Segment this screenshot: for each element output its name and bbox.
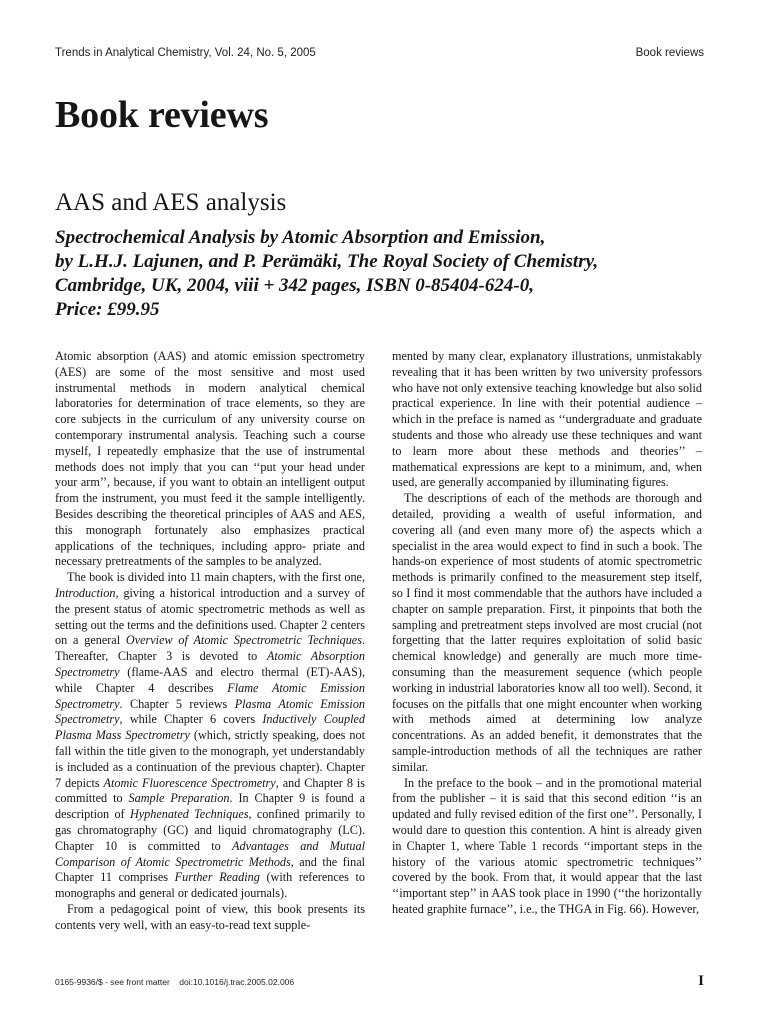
section-title: Book reviews	[55, 94, 269, 136]
paragraph: mented by many clear, explanatory illustrations, unmistakably revealing that it has been written by two university professors who have not only extensive teaching knowledge but also solid practical experience. In line with their potential audience – which in the preface is named as ‘‘undergraduate and graduate students and those who already use these techniques and want to learn more about these methods and theories’’ – mathematical expressions are kept to a minimum, and, when used, are generally accompanied by illuminating figures.	[392, 349, 702, 490]
right-column	[392, 349, 702, 918]
text-run: , confined primarily to gas chromatography (GC) and liquid chromatography (LC). Chapter 10 is committed to	[55, 807, 365, 853]
book-info-line-4: Price: £99.95	[55, 299, 160, 320]
page-number: I	[698, 973, 704, 989]
text-run: , and Chapter 8 is committed to	[55, 775, 366, 806]
text-run: . Thereafter, Chapter 3 is devoted to	[55, 633, 365, 664]
text-run: The book is divided into 11 main chapters, with the first one,	[67, 570, 365, 585]
issn-note: 0165-9936/$ - see front matter	[55, 977, 170, 987]
paragraph: From a pedagogical point of view, this book presents its contents very well, with an easy-to-read text supple-	[55, 901, 365, 932]
paragraph: The descriptions of each of the methods are thorough and detailed, providing a wealth of useful information, and covering all (and even many more of) the aspects which a specialist in the area would expect to find in such a book. The hands-on experience of most students of atomic spectrometric methods is primarily confined to the measurement step itself, so I find it most commendable that the authors have included a chapter on sample preparation. First, it pinpoints that both the sampling and pretreatment steps involved are most crucial (not forgetting that the latter requires exploitation of solid basic chemical knowledge) and generally are much more time- consuming than the measurement sequence (which people working in industrial laboratories know all too well). Second, it focuses on the pitfalls that one might encounter when working with methods aimed at determining low analyze concentrations. As an added benefit, it demonstrates that the sample-introduction methods of all the techniques are rather similar.	[392, 491, 702, 774]
chapter-title: Further Reading	[174, 870, 260, 885]
doi: doi:10.1016/j.trac.2005.02.006	[179, 977, 295, 987]
paragraph-chapters	[55, 570, 365, 902]
journal-citation: Trends in Analytical Chemistry, Vol. 24, No. 5, 2005	[55, 47, 316, 59]
chapter-title: Advantages and Mutual Comparison of Atomic Spectrometric Methods	[55, 838, 365, 869]
text-run: . In Chapter 9 is found a description of	[55, 791, 365, 822]
chapter-title: Atomic Fluorescence Spectrometry	[103, 775, 276, 790]
text-run: , giving a historical introduction and a survey of the present status of atomic spectrometric methods as well as setting out the terms and the definitions used. Chapter 2 centers on a general	[55, 585, 365, 648]
section-label: Book reviews	[635, 47, 704, 59]
text-run: , and the final Chapter 11 comprises	[55, 854, 365, 885]
left-column	[55, 349, 365, 933]
text-run: . Chapter 5 reviews	[119, 696, 235, 711]
chapter-title: Hyphenated Techniques	[129, 807, 249, 822]
chapter-title: Inductively Coupled Plasma Mass Spectrometry	[55, 712, 366, 743]
chapter-title: Flame Atomic Emission Spectrometry	[55, 680, 365, 711]
book-info	[55, 226, 695, 322]
book-info-line-2: by L.H.J. Lajunen, and P. Perämäki, The Royal Society of Chemistry,	[55, 251, 599, 272]
text-run: (which, strictly speaking, does not fall within the title given to the monograph, yet understandably is included as a continuation of the previous chapter). Chapter 7 depicts	[55, 728, 365, 790]
paragraph: Atomic absorption (AAS) and atomic emission spectrometry (AES) are some of the most sensitive and most used instrumental methods in modern analytical chemical laboratories for determination of trace elements, so they are core subjects in the curriculum of any university course on contemporary instrumental analysis. Teaching such a course myself, I repeatedly emphasize that the use of instrumental methods does not imply that you can ‘‘put your head under your arm’’, because, if you want to obtain an intelligent output from the instrument, you must feed it the sample intelligently. Besides describing the theoretical principles of AAS and AES, this monograph fortunately also emphasizes practical applications of the techniques, including appro- priate and necessary pretreatments of the samples to be analyzed.	[55, 349, 365, 569]
chapter-title: Overview of Atomic Spectrometric Techniques	[125, 633, 362, 648]
chapter-title: Plasma Atomic Emission Spectrometry	[55, 696, 366, 727]
chapter-title: Introduction	[55, 585, 116, 600]
text-run: (flame-AAS and electro thermal (ET)-AAS), while Chapter 4 describes	[55, 664, 365, 695]
chapter-title: Atomic Absorption Spectrometry	[55, 649, 365, 679]
chapter-title: Sample Preparation	[128, 791, 230, 806]
footer	[55, 977, 294, 987]
book-info-line-1: Spectrochemical Analysis by Atomic Absorption and Emission,	[55, 227, 546, 248]
text-run: , while Chapter 6 covers	[119, 712, 263, 727]
text-run: (with references to monographs and general or dedicated journals).	[55, 870, 366, 901]
paragraph: In the preface to the book – and in the promotional material from the publisher – it is said that this second edition ‘‘is an updated and fully revised edition of the first one’’. Personally, I would dare to question this contention. A hint is already given in Chapter 1, where Table 1 records ‘‘important steps in the history of the various atomic spectrometric techniques’’ covered by the book. From that, it would appear that the last ‘‘important step’’ in AAS took place in 1990 (‘‘the horizontally heated graphite furnace’’, i.e., the THGA in Fig. 66). However,	[392, 775, 702, 916]
book-info-line-3: Cambridge, UK, 2004, viii + 342 pages, ISBN 0-85404-624-0,	[55, 275, 534, 296]
review-title: AAS and AES analysis	[55, 189, 287, 216]
